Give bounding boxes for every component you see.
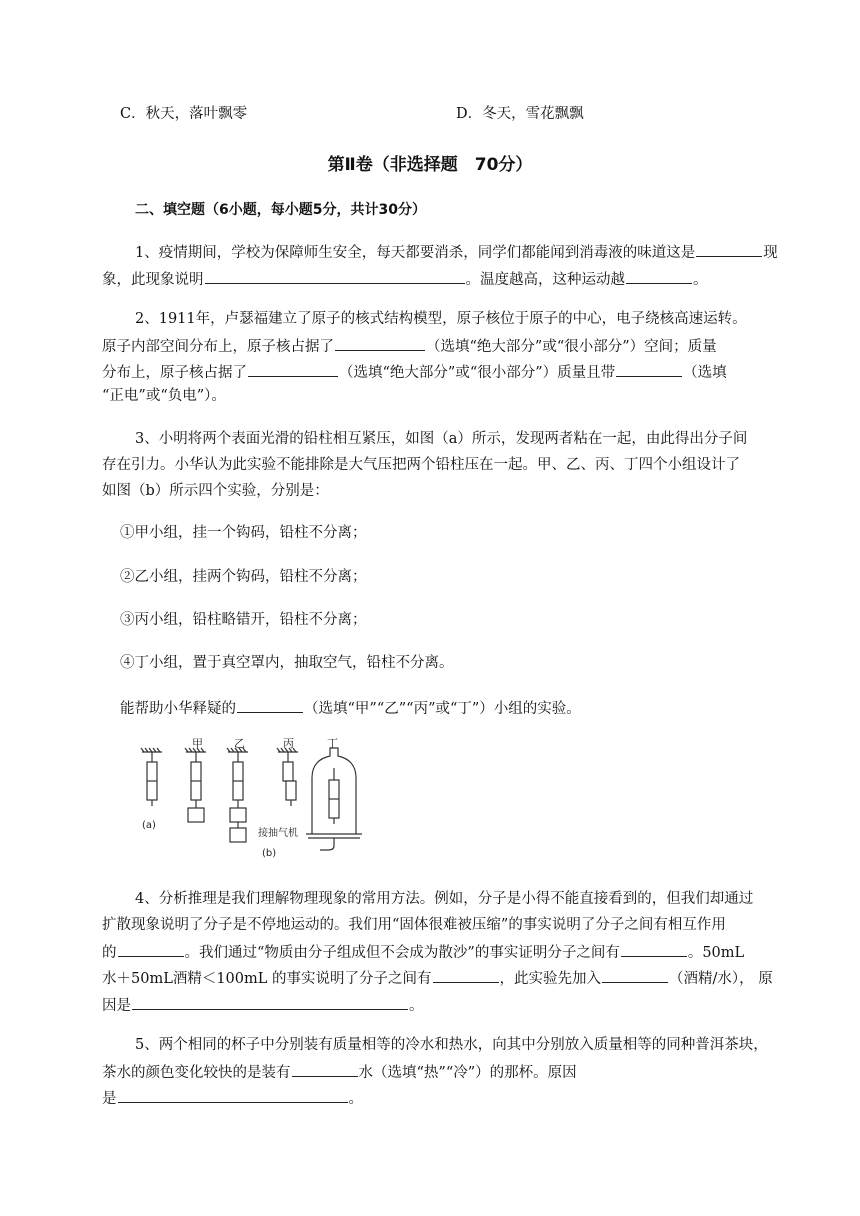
answer-blank[interactable] [626, 268, 692, 284]
label-b: (b) [262, 848, 277, 859]
q3-line2: 存在引力。小华认为此实验不能排除是大气压把两个铅柱压在一起。甲、乙、丙、丁四个小组设计了 [102, 457, 740, 473]
answer-blank[interactable] [118, 1087, 348, 1103]
q1-line1: 1、疫情期间，学校为保障师生安全，每天都要消杀，同学们都能闻到消毒液的味道这是 现 [135, 241, 778, 263]
q5-line3: 是 。 [102, 1087, 363, 1109]
answer-blank[interactable] [118, 941, 184, 957]
answer-blank[interactable] [248, 361, 338, 377]
q5-line1: 5、两个相同的杯子中分别装有质量相等的冷水和热水，向其中分别放入质量相等的同种普洱茶块， [135, 1037, 768, 1053]
q2-line2: 原子内部空间分布上，原子核占据了 （选填“绝大部分”或“很小部分”）空间；质量 [102, 335, 717, 357]
q3-item-3: ③丙小组，铅柱略错开，铅柱不分离； [120, 612, 367, 628]
q3-item-2: ②乙小组，挂两个钩码，铅柱不分离； [120, 569, 367, 585]
q2-line1: 2、1911年，卢瑟福建立了原子的核式结构模型，原子核位于原子的中心，电子绕核高速运转。 [135, 311, 747, 327]
answer-blank[interactable] [616, 361, 682, 377]
answer-blank[interactable] [696, 241, 762, 257]
answer-blank[interactable] [602, 967, 668, 983]
option-d: D．冬天，雪花飘飘 [456, 106, 584, 122]
answer-blank[interactable] [237, 697, 303, 713]
lead-cylinder-figure [140, 738, 370, 860]
label-yi: 乙 [234, 738, 245, 750]
q3-line1: 3、小明将两个表面光滑的铅柱相互紧压，如图（a）所示，发现两者粘在一起，由此得出分子间 [135, 431, 748, 447]
q5-line2: 茶水的颜色变化较快的是装有 水（选填“热”“冷”）的那杯。原因 [102, 1061, 577, 1083]
label-a: (a) [142, 820, 156, 831]
label-pump: 接抽气机 [258, 828, 298, 839]
answer-blank[interactable] [433, 967, 499, 983]
answer-blank[interactable] [335, 335, 425, 351]
q3-item-1: ①甲小组，挂一个钩码，铅柱不分离； [120, 525, 367, 541]
q4-line2: 扩散现象说明了分子是不停地运动的。我们用“固体很难被压缩”的事实说明了分子之间有相互作用 [102, 917, 726, 933]
q2-line4: “正电”或“负电”）。 [102, 388, 226, 404]
section-heading: 二、填空题（6小题，每小题5分，共计30分） [135, 202, 426, 218]
q2-line3: 分布上，原子核占据了 （选填“绝大部分”或“很小部分”）质量且带 （选填 [102, 361, 727, 383]
label-jia: 甲 [192, 738, 203, 750]
q4-line4: 水＋50mL酒精＜100mL 的事实说明了分子之间有 ，此实验先加入 （酒精/水）， 原 [102, 967, 773, 989]
part-title: 第Ⅱ卷（非选择题 70分） [327, 155, 533, 175]
q3-line3: 如图（b）所示四个实验，分别是： [102, 483, 329, 499]
option-c: C．秋天，落叶飘零 [120, 106, 248, 122]
answer-blank[interactable] [621, 941, 687, 957]
q4-line5: 因是 。 [102, 994, 424, 1016]
q4-line3: 的 。我们通过“物质由分子组成但不会成为散沙”的事实证明分子之间有 。50mL [102, 941, 744, 963]
answer-blank[interactable] [205, 268, 465, 284]
q3-item-4: ④丁小组，置于真空罩内，抽取空气，铅柱不分离。 [120, 655, 454, 671]
label-bing: 丙 [283, 738, 294, 750]
q4-line1: 4、分析推理是我们理解物理现象的常用方法。例如，分子是小得不能直接看到的，但我们却通过 [135, 891, 754, 907]
q1-line2: 象，此现象说明 。温度越高，这种运动越 。 [102, 268, 708, 290]
q3-question: 能帮助小华释疑的 （选填“甲”“乙”“丙”或“丁”）小组的实验。 [120, 697, 581, 719]
answer-blank[interactable] [292, 1061, 358, 1077]
label-ding: 丁 [327, 738, 338, 750]
answer-blank[interactable] [132, 994, 408, 1010]
